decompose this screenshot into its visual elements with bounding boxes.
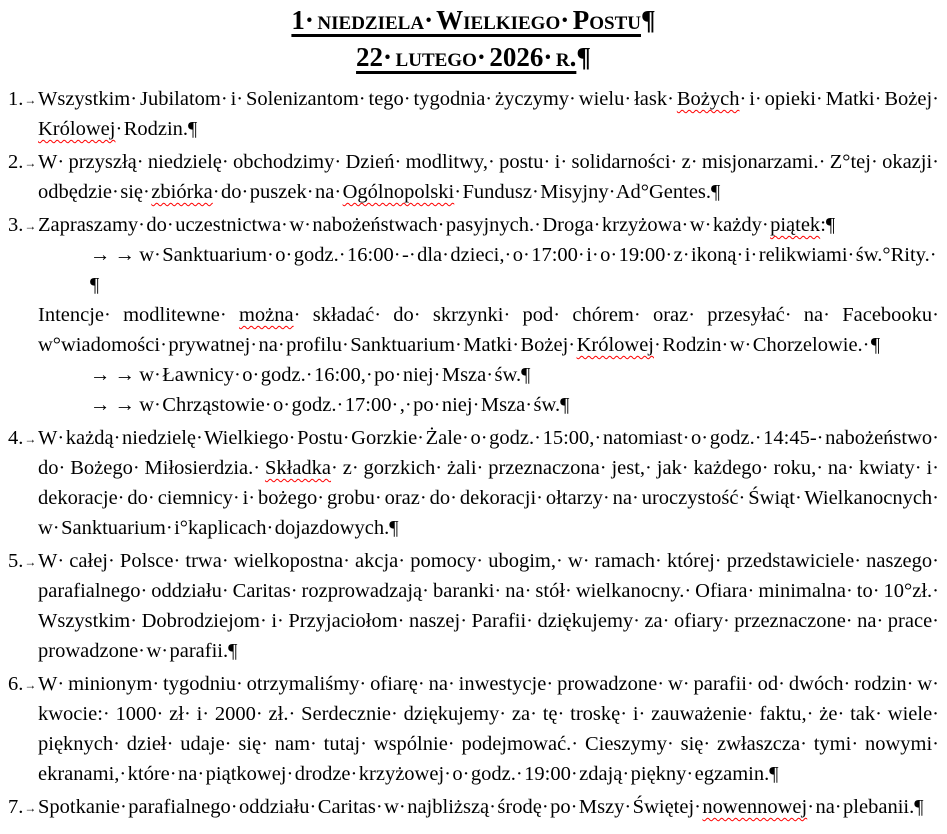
paragraph[interactable] bbox=[38, 423, 939, 543]
misspelled-word: nowennowej bbox=[702, 796, 808, 818]
list-number bbox=[8, 147, 38, 207]
list-number-text: 3. bbox=[8, 214, 24, 236]
tab-icon: → bbox=[24, 555, 37, 569]
title-date-text: 22· lutego· 2026· r. bbox=[356, 42, 577, 72]
announcement-item-6 bbox=[8, 669, 939, 789]
announcement-item-5 bbox=[8, 546, 939, 666]
list-number bbox=[8, 423, 38, 543]
paragraph[interactable] bbox=[38, 147, 939, 207]
text-run: → → w· Sanktuarium· o· godz.· 16:00· -· dla· dzieci,· o· 17:00· i· o· 19:00· z· ikoną· i· relikwiami· św.°Rity.· ¶ bbox=[90, 244, 937, 296]
announcement-text bbox=[38, 423, 939, 543]
paragraph[interactable] bbox=[38, 210, 939, 240]
list-number-text: 4. bbox=[8, 427, 24, 449]
text-run: W· każdą· niedzielę· Wielkiego· Postu· Gorzkie· Żale· o· godz.· 15:00,· natomiast· o· godz.· 14:45-· nabożeństwo· do· Bożego· Miłosierdzia.· bbox=[38, 427, 939, 479]
text-run: Spotkanie· parafialnego· oddziału· Caritas· w· najbliższą· środę· po· Mszy· Świętej· bbox=[38, 796, 703, 818]
announcement-item-7 bbox=[8, 792, 939, 823]
misspelled-word: Królowej bbox=[38, 118, 116, 140]
announcement-item-2 bbox=[8, 147, 939, 207]
paragraph-tab-indented[interactable] bbox=[38, 240, 939, 300]
text-run: · i· opieki· Matki· Bożej· bbox=[739, 88, 939, 110]
title-line-1[interactable] bbox=[8, 2, 939, 39]
text-run: · Rodzin· w· Chorzelowie.· ¶ bbox=[654, 334, 881, 356]
misspelled-word: zbiórka bbox=[151, 181, 213, 203]
list-number bbox=[8, 792, 38, 823]
text-run: Intencje· modlitewne· bbox=[38, 304, 239, 326]
text-run: W· minionym· tygodniu· otrzymaliśmy· ofiarę· na· inwestycje· prowadzone· w· parafii· od· dwóch· rodzin· w· kwocie:· 1000· zł· i· 2000· zł.· Serdecznie· dziękujemy· za· tę· troskę· i· zauważenie· faktu,· że· tak· wiele· pięknych· dzieł· udaje· się· nam· tutaj· wspólnie· podejmować.· Cieszymy· się· zwłaszcza· tymi· nowymi· ekranami,· które· na· piątkowej· drodze· krzyżowej· o· godz.· 19:00· zdają· piękny· egzamin.¶ bbox=[38, 673, 939, 785]
misspelled-word: Składka bbox=[264, 457, 332, 479]
list-number-text: 1. bbox=[8, 88, 24, 110]
text-run: → → w· Ławnicy· o· godz.· 16:00,· po· niej· Msza· św.¶ bbox=[90, 364, 531, 386]
pilcrow-mark: ¶ bbox=[576, 42, 591, 72]
list-number bbox=[8, 546, 38, 666]
title-line-2[interactable] bbox=[8, 39, 939, 76]
tab-icon: → bbox=[24, 219, 37, 233]
paragraph-tab-indented[interactable] bbox=[38, 360, 939, 390]
announcement-text bbox=[38, 84, 939, 144]
pilcrow-mark: ¶ bbox=[640, 5, 656, 35]
text-run: · Fundusz· Misyjny· Ad°Gentes.¶ bbox=[454, 181, 721, 203]
tab-icon: → bbox=[24, 93, 37, 107]
text-run: :¶ bbox=[820, 214, 836, 236]
text-run: · z· gorzkich· żali· przeznaczona· jest,· jak· każdego· roku,· na· kwiaty· i· dekoracje· do· ciemnicy· i· bożego· grobu· oraz· do· dekoracji· ołtarzy· na· uroczystość· Świąt· Wielkanocnych· w· Sanktuarium· i°kaplicach· dojazdowych.¶ bbox=[38, 457, 939, 539]
misspelled-word: Królowej bbox=[576, 334, 654, 356]
text-run: → → w· Chrząstowie· o· godz.· 17:00· ,· po· niej· Msza· św.¶ bbox=[90, 394, 570, 416]
paragraph[interactable] bbox=[38, 84, 939, 144]
paragraph-tab-indented[interactable] bbox=[38, 390, 939, 420]
tab-icon: → bbox=[24, 801, 37, 815]
list-number-text: 5. bbox=[8, 550, 24, 572]
tab-icon: → bbox=[24, 678, 37, 692]
announcement-item-4 bbox=[8, 423, 939, 543]
misspelled-word: można bbox=[238, 304, 294, 326]
list-number bbox=[8, 84, 38, 144]
text-run: Wszystkim· Jubilatom· i· Solenizantom· tego· tygodnia· życzymy· wielu· łask· bbox=[38, 88, 677, 110]
text-run: · na· plebanii.¶ bbox=[807, 796, 924, 818]
announcement-item-1 bbox=[8, 84, 939, 144]
misspelled-word: piątek bbox=[770, 214, 821, 236]
list-number bbox=[8, 210, 38, 420]
list-number-text: 6. bbox=[8, 673, 24, 695]
paragraph[interactable] bbox=[38, 546, 939, 666]
announcement-text bbox=[38, 147, 939, 207]
misspelled-word: Bożych bbox=[676, 88, 740, 110]
tab-icon: → bbox=[24, 156, 37, 170]
misspelled-word: Ogólnopolski bbox=[342, 181, 455, 203]
title-text: 1· niedziela· Wielkiego· Postu bbox=[291, 5, 641, 35]
text-run: Zapraszamy· do· uczestnictwa· w· nabożeństwach· pasyjnych.· Droga· krzyżowa· w· każdy· bbox=[38, 214, 771, 236]
paragraph[interactable] bbox=[38, 669, 939, 789]
text-run: · składać· do· skrzynki· pod· chórem· oraz· przesyłać· na· Facebooku· w°wiadomości· prywatnej· na· profilu· Sanktuarium· Matki· Bożej· bbox=[38, 304, 940, 356]
announcement-text bbox=[38, 546, 939, 666]
list-number-text: 2. bbox=[8, 151, 24, 173]
text-run: · Rodzin.¶ bbox=[115, 118, 198, 140]
list-number-text: 7. bbox=[8, 796, 24, 818]
paragraph[interactable] bbox=[38, 792, 939, 822]
announcement-text bbox=[38, 792, 939, 823]
announcement-text bbox=[38, 669, 939, 789]
tab-icon: → bbox=[24, 432, 37, 446]
announcement-item-3 bbox=[8, 210, 939, 420]
text-run: W· całej· Polsce· trwa· wielkopostna· akcja· pomocy· ubogim,· w· ramach· której· przedstawiciele· naszego· parafialnego· oddziału· Caritas· rozprowadzają· baranki· na· stół· wielkanocny.· Ofiara· minimalna· to· 10°zł.· Wszystkim· Dobrodziejom· i· Przyjaciołom· naszej· Parafii· dziękujemy· za· ofiary· przeznaczone· na· prace· prowadzone· w· parafii.¶ bbox=[38, 550, 939, 662]
text-run: W· przyszłą· niedzielę· obchodzimy· Dzień· modlitwy,· postu· i· solidarności· z· misjonarzami.· Z°tej· okazji· odbędzie· się· bbox=[38, 151, 939, 203]
text-run: · do· puszek· na· bbox=[212, 181, 343, 203]
list-number bbox=[8, 669, 38, 789]
paragraph[interactable] bbox=[38, 300, 939, 360]
document-title bbox=[8, 2, 939, 76]
announcement-text bbox=[38, 210, 939, 420]
